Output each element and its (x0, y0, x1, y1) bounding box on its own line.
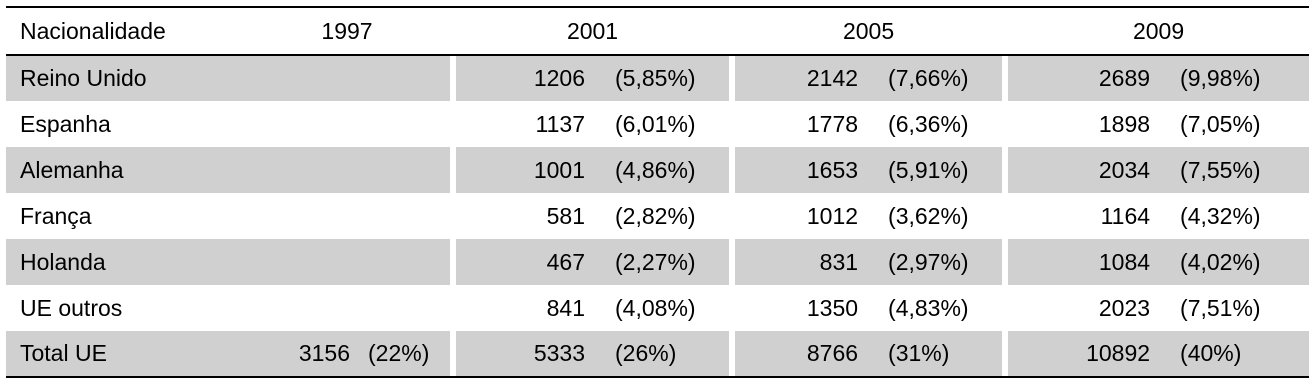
count-2009-cell: 1164 (1100, 202, 1151, 229)
count-2009-cell: 2034 (1008, 147, 1158, 193)
table-row (6, 239, 1309, 285)
count-2001-cell: 1206 (456, 55, 593, 101)
table-row (6, 55, 1309, 101)
nationality-cell: Espanha (20, 110, 111, 137)
percent-2009-cell: (9,98%) (1158, 55, 1279, 101)
percent-2005-cell: (2,97%) (866, 239, 1002, 285)
table-row (6, 331, 1309, 377)
nationality-table (6, 6, 1309, 378)
row-end-cell (1279, 55, 1309, 101)
count-1997-cell: 3156 (244, 331, 358, 377)
count-2009-cell: 10892 (1008, 331, 1158, 377)
count-2001-cell: 1137 (535, 110, 586, 137)
count-2001-cell: 5333 (456, 331, 593, 377)
count-1997-cell (244, 193, 358, 239)
header-1997: 1997 (244, 7, 450, 55)
count-2009-cell: 2023 (1098, 294, 1151, 321)
count-1997-cell (244, 285, 358, 331)
table-row (6, 147, 1309, 193)
nationality-cell: Alemanha (6, 147, 244, 193)
row-end-cell (1279, 101, 1309, 147)
header-2005: 2005 (735, 7, 1002, 55)
count-1997-cell (244, 147, 358, 193)
table-body (6, 55, 1309, 377)
percent-2005-cell: (3,62%) (888, 202, 969, 229)
percent-1997-cell: (22%) (358, 331, 450, 377)
percent-2009-cell: (4,32%) (1180, 202, 1261, 229)
percent-2001-cell: (2,82%) (615, 202, 696, 229)
header-2009: 2009 (1008, 7, 1309, 55)
count-2001-cell: 581 (546, 202, 586, 229)
count-2005-cell: 1653 (735, 147, 866, 193)
nationality-cell: França (20, 202, 92, 229)
count-2001-cell: 467 (456, 239, 593, 285)
percent-1997-cell (358, 239, 450, 285)
count-2009-cell: 1898 (1098, 110, 1151, 137)
nationality-table-container (6, 6, 1309, 378)
row-end-cell (1279, 331, 1309, 377)
percent-2005-cell: (31%) (866, 331, 1002, 377)
table-row (6, 101, 1309, 147)
count-1997-cell (244, 101, 358, 147)
count-2005-cell: 1778 (806, 110, 859, 137)
row-end-cell (1279, 285, 1309, 331)
percent-2001-cell: (4,86%) (593, 147, 729, 193)
percent-2001-cell: (26%) (593, 331, 729, 377)
nationality-cell: Reino Unido (6, 55, 244, 101)
count-2005-cell: 2142 (735, 55, 866, 101)
percent-1997-cell (358, 147, 450, 193)
header-row (6, 7, 1309, 55)
percent-2005-cell: (4,83%) (888, 294, 969, 321)
count-2005-cell: 831 (735, 239, 866, 285)
count-2005-cell: 1350 (806, 294, 859, 321)
count-2005-cell: 1012 (806, 202, 859, 229)
percent-2001-cell: (4,08%) (615, 294, 696, 321)
percent-2005-cell: (6,36%) (888, 110, 969, 137)
header-nationality: Nacionalidade (6, 7, 244, 55)
count-2009-cell: 2689 (1008, 55, 1158, 101)
percent-2009-cell: (4,02%) (1158, 239, 1279, 285)
row-end-cell (1279, 193, 1309, 239)
count-2009-cell: 1084 (1008, 239, 1158, 285)
percent-2005-cell: (7,66%) (866, 55, 1002, 101)
percent-1997-cell (358, 101, 450, 147)
percent-2001-cell: (6,01%) (615, 110, 696, 137)
header-2001: 2001 (456, 7, 729, 55)
count-2005-cell: 8766 (735, 331, 866, 377)
count-1997-cell (244, 55, 358, 101)
percent-2001-cell: (2,27%) (593, 239, 729, 285)
table-row (6, 193, 1309, 239)
percent-2009-cell: (7,05%) (1180, 110, 1261, 137)
row-end-cell (1279, 147, 1309, 193)
table-row (6, 285, 1309, 331)
nationality-cell: UE outros (20, 294, 123, 321)
percent-1997-cell (358, 55, 450, 101)
count-2001-cell: 841 (546, 294, 586, 321)
percent-2009-cell: (40%) (1158, 331, 1279, 377)
percent-1997-cell (358, 285, 450, 331)
percent-2009-cell: (7,55%) (1158, 147, 1279, 193)
percent-2009-cell: (7,51%) (1180, 294, 1261, 321)
count-1997-cell (244, 239, 358, 285)
count-2001-cell: 1001 (456, 147, 593, 193)
row-end-cell (1279, 239, 1309, 285)
nationality-cell: Total UE (6, 331, 244, 377)
percent-1997-cell (358, 193, 450, 239)
percent-2001-cell: (5,85%) (593, 55, 729, 101)
percent-2005-cell: (5,91%) (866, 147, 1002, 193)
nationality-cell: Holanda (6, 239, 244, 285)
